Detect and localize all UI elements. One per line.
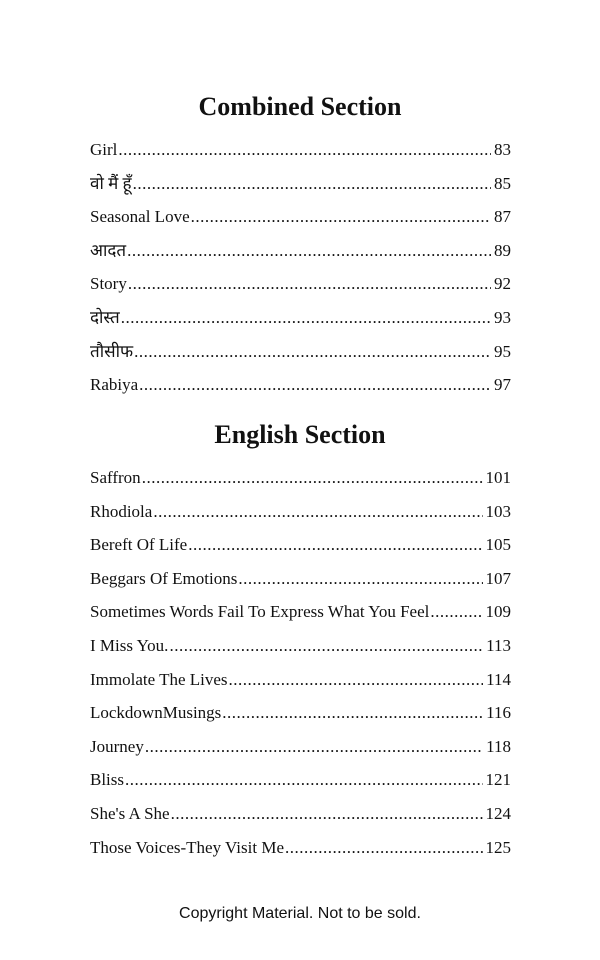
toc-entry-title: Those Voices-They Visit Me: [90, 837, 284, 857]
toc-entry[interactable]: [90, 238, 511, 272]
dot-leader: [134, 339, 491, 365]
dot-leader: [222, 700, 483, 726]
dot-leader: [285, 835, 483, 861]
toc-entry[interactable]: [90, 801, 511, 835]
toc-page-number: 109: [485, 602, 511, 622]
toc-entry[interactable]: [90, 339, 511, 373]
english-section-title: English Section: [214, 420, 386, 449]
toc-page-number: 95: [494, 341, 511, 361]
toc-page-number: 124: [485, 803, 511, 823]
toc-entry[interactable]: [90, 633, 511, 667]
toc-entry[interactable]: [90, 667, 511, 701]
dot-leader: [145, 734, 483, 760]
toc-page-number: 83: [494, 140, 511, 159]
toc-entry[interactable]: [90, 734, 511, 768]
dot-leader: [188, 532, 482, 558]
toc-entry[interactable]: [90, 566, 511, 600]
toc-page-number: 105: [485, 535, 511, 555]
english-section-list: [90, 465, 511, 868]
toc-entry-title: तौसीफ: [90, 341, 134, 361]
toc-page-number: 116: [486, 703, 511, 723]
toc-entry[interactable]: [90, 599, 511, 633]
toc-entry-title: Beggars Of Emotions: [90, 568, 238, 588]
toc-page-number: 85: [494, 173, 511, 193]
copyright-footer: Copyright Material. Not to be sold.: [179, 905, 421, 922]
toc-page-number: 121: [485, 770, 511, 790]
toc-entry-title: Girl: [90, 140, 118, 159]
toc-page-number: 93: [494, 307, 511, 327]
toc-page-number: 101: [485, 468, 511, 487]
toc-entry[interactable]: [90, 271, 511, 305]
toc-page-number: 118: [486, 736, 511, 756]
dot-leader: [125, 767, 482, 793]
toc-page-number: 107: [485, 568, 511, 588]
toc-entry-title: She's A She: [90, 803, 170, 823]
combined-section-list: [90, 137, 511, 406]
toc-entry-title: वो मैं हूँ: [90, 173, 132, 193]
toc-entry-title: Story: [90, 274, 127, 294]
toc-page-number: 113: [486, 635, 511, 655]
toc-entry-title: Rabiya: [90, 375, 139, 395]
toc-entry-title: Rhodiola: [90, 501, 153, 521]
toc-entry[interactable]: [90, 137, 511, 171]
toc-entry-title: Journey: [90, 736, 144, 756]
toc-entry-title: Bliss: [90, 770, 125, 790]
toc-entry-title: I Miss You.: [90, 635, 169, 655]
toc-page-number: 114: [486, 669, 511, 689]
combined-section-title: Combined Section: [198, 92, 402, 121]
dot-leader: [238, 566, 482, 592]
dot-leader: [133, 171, 491, 197]
toc-entry[interactable]: [90, 171, 511, 205]
toc-entry-title: LockdownMusings: [90, 703, 222, 723]
dot-leader: [139, 372, 491, 398]
toc-entry-title: Saffron: [90, 468, 141, 487]
dot-leader: [430, 599, 482, 625]
toc-entry-title: Bereft Of Life: [90, 535, 188, 555]
toc-page-number: 89: [494, 240, 511, 260]
dot-leader: [191, 204, 491, 230]
dot-leader: [169, 633, 483, 659]
toc-entry[interactable]: [90, 305, 511, 339]
dot-leader: [127, 238, 491, 264]
toc-page-number: 92: [494, 274, 511, 294]
dot-leader: [118, 137, 491, 163]
toc-page-number: 125: [485, 837, 511, 857]
toc-page-number: 87: [494, 207, 511, 227]
toc-entry-title: दोस्त: [90, 307, 120, 327]
toc-page-number: 103: [485, 501, 511, 521]
toc-entry[interactable]: [90, 532, 511, 566]
dot-leader: [128, 271, 491, 297]
dot-leader: [229, 667, 484, 693]
dot-leader: [153, 499, 482, 525]
toc-entry[interactable]: [90, 465, 511, 499]
dot-leader: [121, 305, 491, 331]
toc-entry-title: आदत: [90, 240, 127, 260]
toc-entry[interactable]: [90, 700, 511, 734]
toc-entry[interactable]: [90, 767, 511, 801]
toc-entry[interactable]: [90, 835, 511, 869]
toc-entry-title: Sometimes Words Fail To Express What You Feel: [90, 602, 430, 622]
dot-leader: [171, 801, 483, 827]
toc-page-number: 97: [494, 375, 511, 395]
toc-entry[interactable]: [90, 204, 511, 238]
toc-entry[interactable]: [90, 372, 511, 406]
toc-entry-title: Seasonal Love: [90, 207, 190, 227]
toc-entry-title: Immolate The Lives: [90, 669, 228, 689]
toc-entry[interactable]: [90, 499, 511, 533]
dot-leader: [142, 465, 483, 491]
